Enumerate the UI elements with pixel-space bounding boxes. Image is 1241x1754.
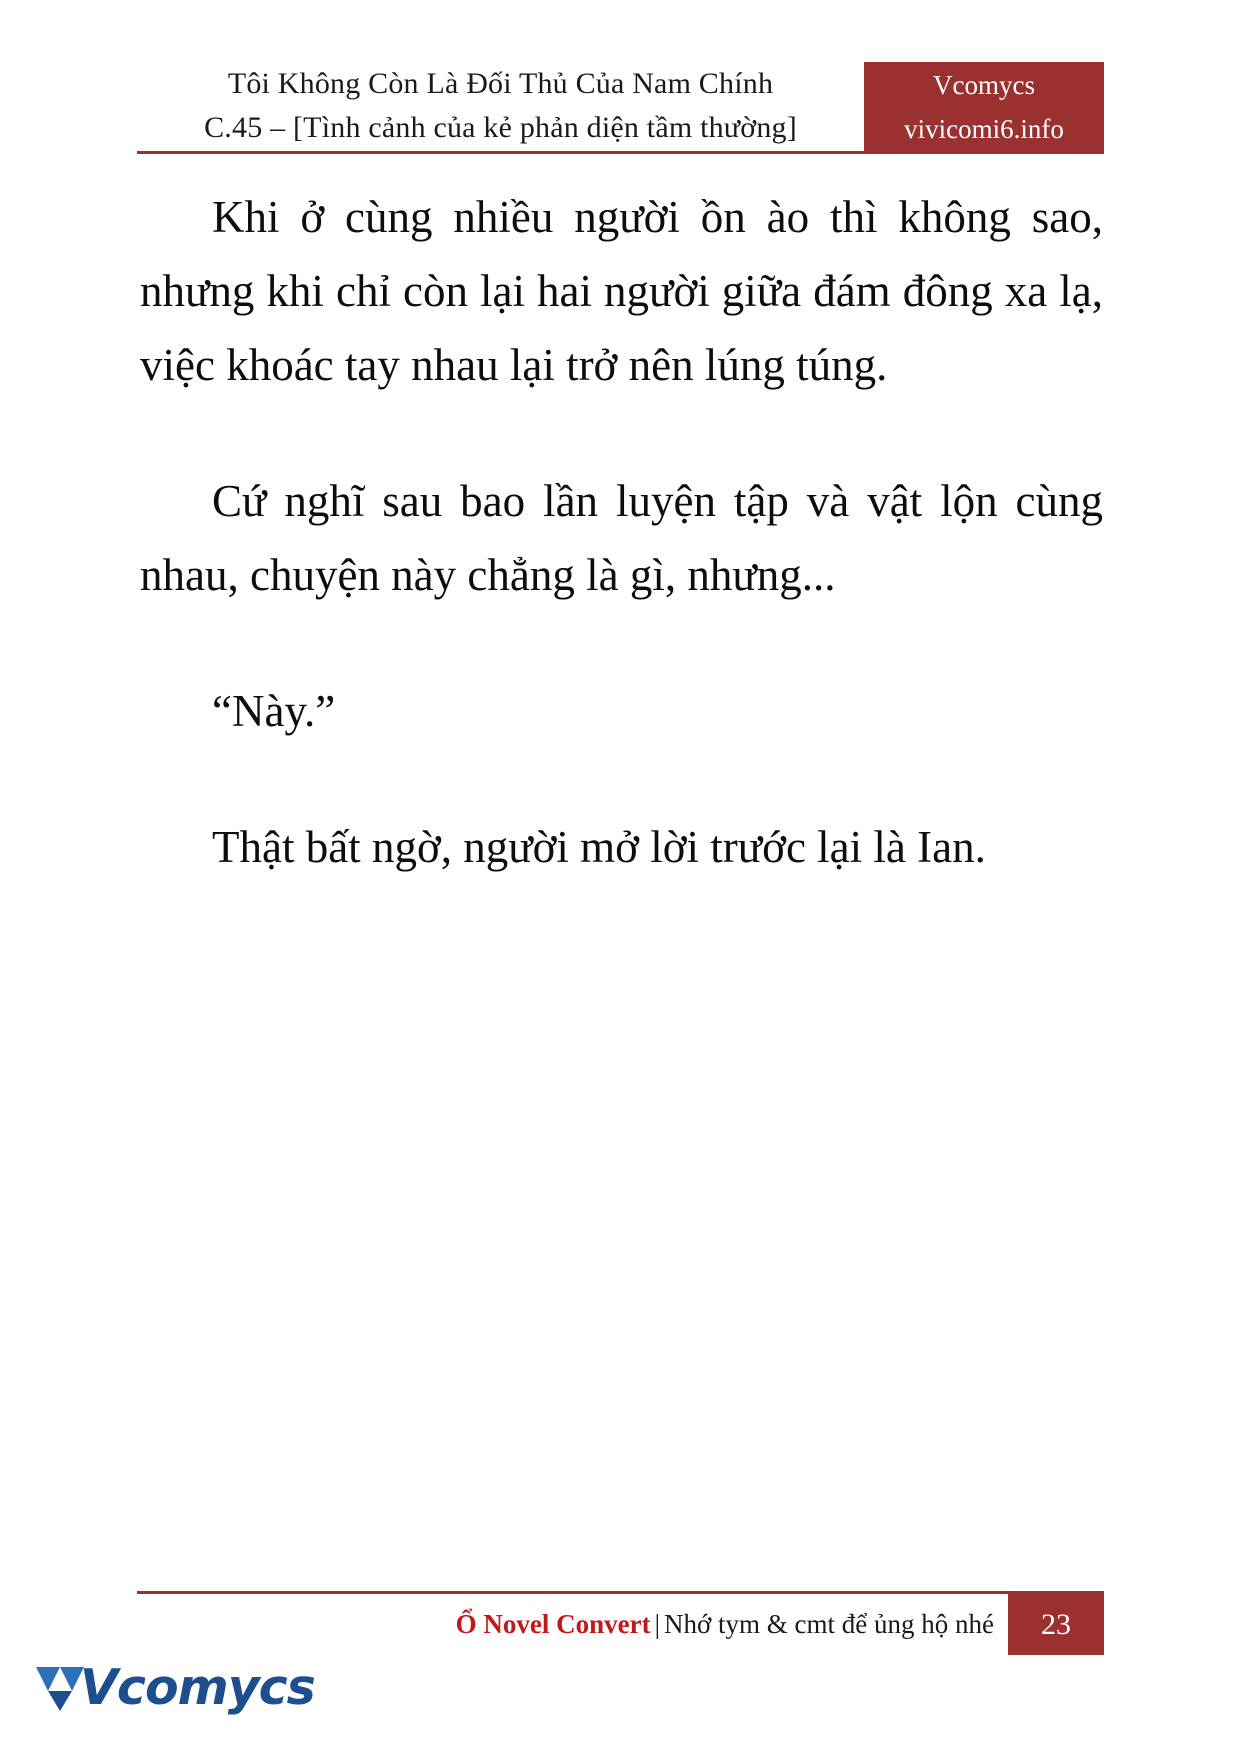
footer-inner (137, 1594, 1104, 1655)
page-content (140, 180, 1103, 884)
header-brand-site: vivicomi6.info (904, 114, 1064, 144)
page-header (137, 62, 1104, 154)
header-title-line-1: Tôi Không Còn Là Đối Thủ Của Nam Chính (227, 67, 774, 100)
paragraph: Cứ nghĩ sau bao lần luyện tập và vật lộn cùng nhau, chuyện này chẳng là gì, nhưng... (140, 476, 1103, 600)
footer-separator: | (654, 1609, 660, 1639)
header-title (137, 62, 864, 150)
footer-note: Nhớ tym & cmt để ủng hộ nhé (664, 1609, 994, 1639)
footer-credit (456, 1594, 1008, 1655)
paragraph: Khi ở cùng nhiều người ồn ào thì không sao, nhưng khi chỉ còn lại hai người giữa đám đông xa lạ, việc khoác tay nhau lại trở nên lúng túng. (140, 192, 1103, 390)
footer-brand: Ổ Novel Convert (455, 1609, 651, 1639)
vcomycs-mark-icon (34, 1661, 86, 1713)
watermark-logo (34, 1655, 315, 1727)
header-brand-name: Vcomycs (933, 70, 1035, 100)
header-title-line-2: C.45 – [Tình cảnh của kẻ phản diện tầm thường] (204, 111, 797, 144)
paragraph-dialogue: “Này.” (212, 686, 336, 736)
page-number-badge: 23 (1008, 1594, 1104, 1655)
header-brand-badge (864, 62, 1104, 151)
watermark-text: Vcomycs (80, 1659, 315, 1716)
paragraph: Thật bất ngờ, người mở lời trước lại là Ian. (212, 822, 986, 872)
page-footer (137, 1591, 1104, 1655)
